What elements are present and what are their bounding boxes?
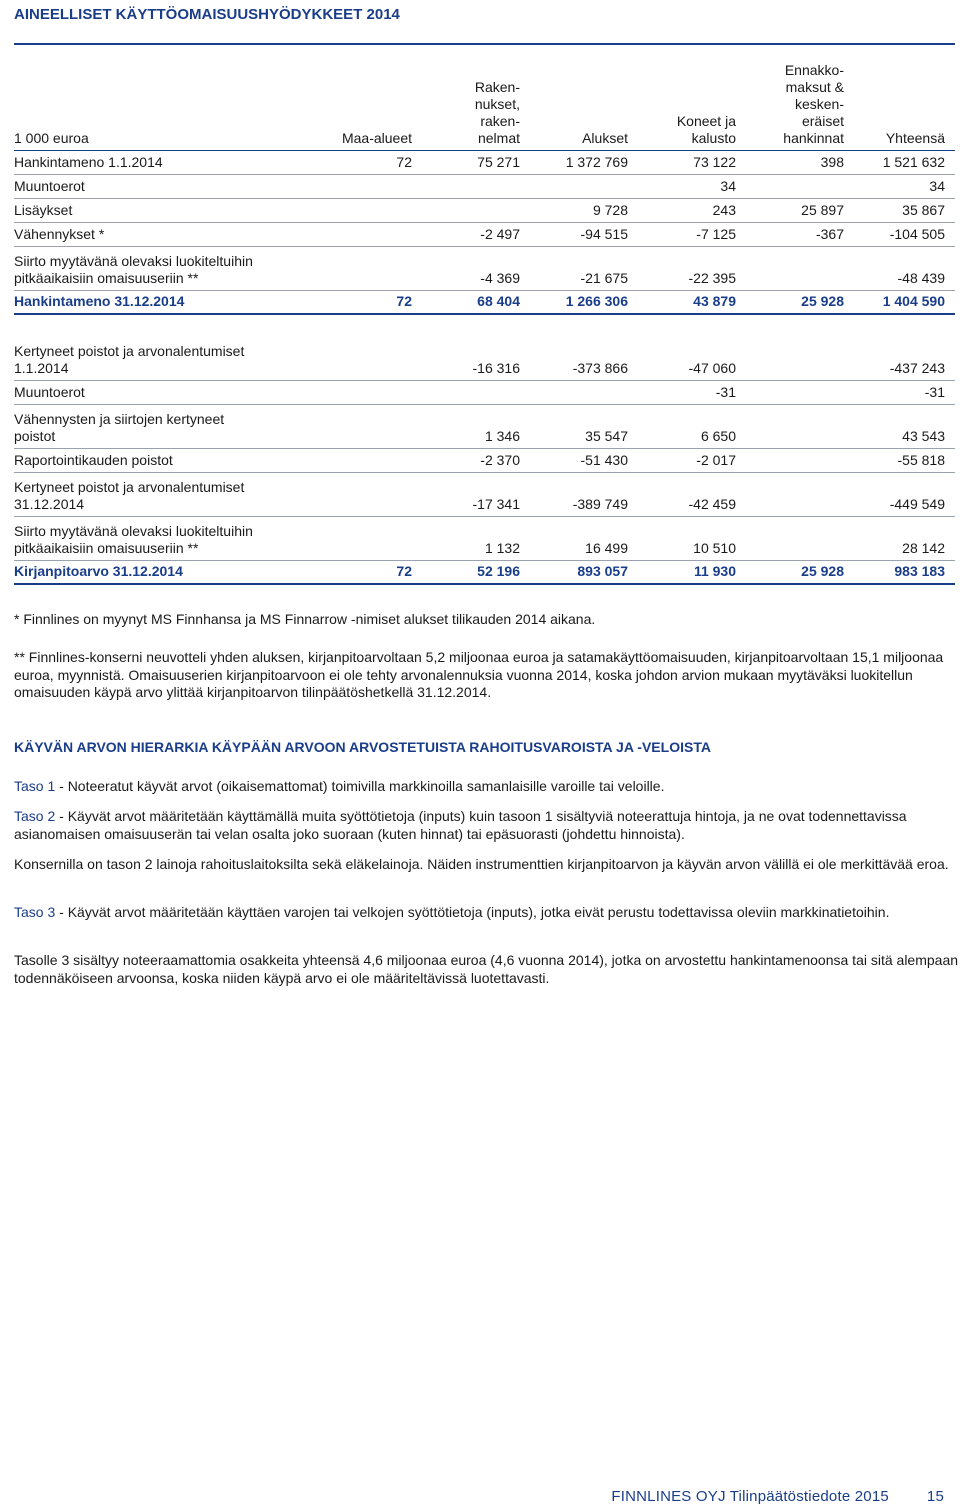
row-label: Vähennykset * — [14, 222, 314, 246]
level-3-shares-paragraph: Tasolle 3 sisältyy noteeraamattomia osakkeita yhteensä 4,6 miljoonaa euroa (4,6 vuonna 2014), jotka on arvostettu hankintamenoonsa tai sitä alempaan todennäköiseen arvoonsa, koska niiden käypä arvo ei ole määriteltävissä luotettavasti. — [14, 952, 959, 986]
table-cell: 35 867 — [854, 198, 955, 222]
table-cell: 1 266 306 — [530, 290, 638, 314]
table-cell: -47 060 — [638, 336, 746, 380]
table-cell — [746, 380, 854, 404]
footnote-1: * Finnlines on myynyt MS Finnhansa ja MS Finnarrow -nimiset alukset tilikauden 2014 aikana. — [14, 611, 596, 627]
column-header: Maa-alueet — [314, 44, 422, 150]
spacer-cell — [14, 314, 955, 336]
table-cell — [422, 174, 530, 198]
table-cell — [746, 174, 854, 198]
row-label: Hankintameno 1.1.2014 — [14, 150, 314, 174]
table-cell — [746, 246, 854, 290]
table-cell: 25 897 — [746, 198, 854, 222]
table-row — [14, 222, 955, 246]
row-label: Siirto myytävänä olevaksi luokiteltuihin pitkäaikaisiin omaisuuseriin ** — [14, 516, 314, 560]
table-cell: 1 521 632 — [854, 150, 955, 174]
level-3-label: Taso 3 — [14, 904, 56, 920]
table-cell: 1 372 769 — [530, 150, 638, 174]
row-label: Hankintameno 31.12.2014 — [14, 290, 314, 314]
table-cell: 398 — [746, 150, 854, 174]
level-2-paragraph — [14, 808, 958, 843]
table-cell: 243 — [638, 198, 746, 222]
page-number: 15 — [926, 1488, 944, 1505]
table-cell: -104 505 — [854, 222, 955, 246]
level-1-label: Taso 1 — [14, 778, 56, 794]
table-cell: -31 — [638, 380, 746, 404]
table-cell: -2 017 — [638, 448, 746, 472]
table-cell: 25 928 — [746, 560, 854, 584]
table-cell: -389 749 — [530, 472, 638, 516]
column-header: Ennakko- maksut & kesken- eräiset hankinnat — [746, 44, 854, 150]
table-cell: -42 459 — [638, 472, 746, 516]
table-cell — [314, 246, 422, 290]
table-cell — [314, 472, 422, 516]
table-row — [14, 516, 955, 560]
table-cell: -17 341 — [422, 472, 530, 516]
table-cell: -373 866 — [530, 336, 638, 380]
level-3-text: - Käyvät arvot määritetään käyttäen varojen tai velkojen syöttötietoja (inputs), jotka eivät perustu todettavissa oleviin markkinatietoihin. — [55, 904, 890, 920]
table-cell — [314, 222, 422, 246]
table-row — [14, 174, 955, 198]
table-cell: 35 547 — [530, 404, 638, 448]
table-row — [14, 560, 955, 584]
table-cell — [530, 380, 638, 404]
table-cell: -7 125 — [638, 222, 746, 246]
table-cell: -94 515 — [530, 222, 638, 246]
table-cell: 52 196 — [422, 560, 530, 584]
table-cell: -437 243 — [854, 336, 955, 380]
column-header: Alukset — [530, 44, 638, 150]
table-cell: -48 439 — [854, 246, 955, 290]
table-cell: 11 930 — [638, 560, 746, 584]
table-row — [14, 448, 955, 472]
table-cell: 28 142 — [854, 516, 955, 560]
table-cell: 68 404 — [422, 290, 530, 314]
table-row — [14, 246, 955, 290]
level-2-label: Taso 2 — [14, 808, 56, 824]
table-cell — [314, 516, 422, 560]
column-header: Koneet ja kalusto — [638, 44, 746, 150]
table-cell — [422, 380, 530, 404]
table-cell: -449 549 — [854, 472, 955, 516]
table-cell: 983 183 — [854, 560, 955, 584]
table-cell — [746, 336, 854, 380]
group-loans-paragraph: Konsernilla on tason 2 lainoja rahoituslaitoksilta sekä eläkelainoja. Näiden instrumenttien kirjanpitoarvon ja käyvän arvon välillä ei ole merkittävää eroa. — [14, 856, 949, 872]
table-cell — [530, 174, 638, 198]
table-cell: 25 928 — [746, 290, 854, 314]
table-cell: 72 — [314, 290, 422, 314]
level-2-text: - Käyvät arvot määritetään käyttämällä muita syöttötietoja (inputs) kuin tasoon 1 sisältyviä noteerattuja hintoja, ja ne ovat todennettavissa asianomaisen omaisuuserän tai velan osalta joko suoraan (kuten hinnat) tai epäsuorasti (johdettu hinnoista). — [14, 808, 907, 842]
row-label: Siirto myytävänä olevaksi luokiteltuihin pitkäaikaisiin omaisuuseriin ** — [14, 246, 314, 290]
row-label: Lisäykset — [14, 198, 314, 222]
table-cell: -55 818 — [854, 448, 955, 472]
table-cell: 1 346 — [422, 404, 530, 448]
page-title: AINEELLISET KÄYTTÖOMAISUUSHYÖDYKKEET 2014 — [14, 6, 400, 23]
table-cell — [314, 404, 422, 448]
level-1-text: - Noteeratut käyvät arvot (oikaisemattomat) toimivilla markkinoilla samanlaisille varoille tai veloille. — [55, 778, 665, 794]
table-cell: 72 — [314, 150, 422, 174]
table-cell — [314, 198, 422, 222]
footnote-2: ** Finnlines-konserni neuvotteli yhden aluksen, kirjanpitoarvoltaan 5,2 miljoonaa euroa ja satamakäyttöomaisuuden, kirjanpitoarvoltaan 15,1 miljoonaa euroa, myynnistä. Omaisuuserien kirjanpitoarvoon ei ole tehty arvonalennuksia vuonna 2014, koska johdon arvion mukaan myytäväksi luokitellun omaisuuden käypä arvo ylittää kirjanpitoarvon tilinpäätöshetkellä 31.12.2014. — [14, 649, 944, 700]
table-row — [14, 198, 955, 222]
table-cell: 73 122 — [638, 150, 746, 174]
table-cell: -16 316 — [422, 336, 530, 380]
table-row — [14, 336, 955, 380]
row-label: Vähennysten ja siirtojen kertyneet poistot — [14, 404, 314, 448]
table-row — [14, 150, 955, 174]
table-cell: 34 — [638, 174, 746, 198]
column-header: Yhteensä — [854, 44, 955, 150]
table-cell — [314, 174, 422, 198]
table-row — [14, 290, 955, 314]
table-row — [14, 404, 955, 448]
table-cell: 893 057 — [530, 560, 638, 584]
table-cell: 10 510 — [638, 516, 746, 560]
table-header-row — [14, 44, 955, 150]
fixed-assets-table — [14, 43, 955, 585]
table-cell: -22 395 — [638, 246, 746, 290]
table-cell: 72 — [314, 560, 422, 584]
table-spacer — [14, 314, 955, 336]
table-cell: -31 — [854, 380, 955, 404]
table-cell — [746, 448, 854, 472]
table-cell — [746, 404, 854, 448]
table-row — [14, 380, 955, 404]
row-label: Kertyneet poistot ja arvonalentumiset 1.1.2014 — [14, 336, 314, 380]
table-cell: -21 675 — [530, 246, 638, 290]
page-footer — [611, 1488, 944, 1505]
table-cell: 6 650 — [638, 404, 746, 448]
footer-company: FINNLINES OYJ Tilinpäätöstiedote 2015 — [611, 1488, 889, 1505]
row-label: Muuntoerot — [14, 174, 314, 198]
table-cell — [746, 516, 854, 560]
table-cell: 9 728 — [530, 198, 638, 222]
table-cell: 16 499 — [530, 516, 638, 560]
level-3-paragraph — [14, 904, 958, 922]
table-cell: -2 370 — [422, 448, 530, 472]
table-cell — [746, 472, 854, 516]
table-cell — [314, 448, 422, 472]
table-cell: -367 — [746, 222, 854, 246]
table-cell — [314, 380, 422, 404]
table-cell: 43 543 — [854, 404, 955, 448]
fair-value-heading: KÄYVÄN ARVON HIERARKIA KÄYPÄÄN ARVOON ARVOSTETUISTA RAHOITUSVAROISTA JA -VELOISTA — [14, 739, 711, 755]
table-row — [14, 472, 955, 516]
table-cell: 34 — [854, 174, 955, 198]
column-header: Raken- nukset, raken- nelmat — [422, 44, 530, 150]
level-1-paragraph — [14, 778, 958, 796]
column-header: 1 000 euroa — [14, 44, 314, 150]
table-cell: 1 404 590 — [854, 290, 955, 314]
row-label: Kirjanpitoarvo 31.12.2014 — [14, 560, 314, 584]
row-label: Kertyneet poistot ja arvonalentumiset 31.12.2014 — [14, 472, 314, 516]
table-cell: 75 271 — [422, 150, 530, 174]
table-cell: -2 497 — [422, 222, 530, 246]
row-label: Raportointikauden poistot — [14, 448, 314, 472]
table-cell — [314, 336, 422, 380]
table-cell: -4 369 — [422, 246, 530, 290]
table-cell: 43 879 — [638, 290, 746, 314]
table-cell — [422, 198, 530, 222]
table-cell: 1 132 — [422, 516, 530, 560]
row-label: Muuntoerot — [14, 380, 314, 404]
table-cell: -51 430 — [530, 448, 638, 472]
